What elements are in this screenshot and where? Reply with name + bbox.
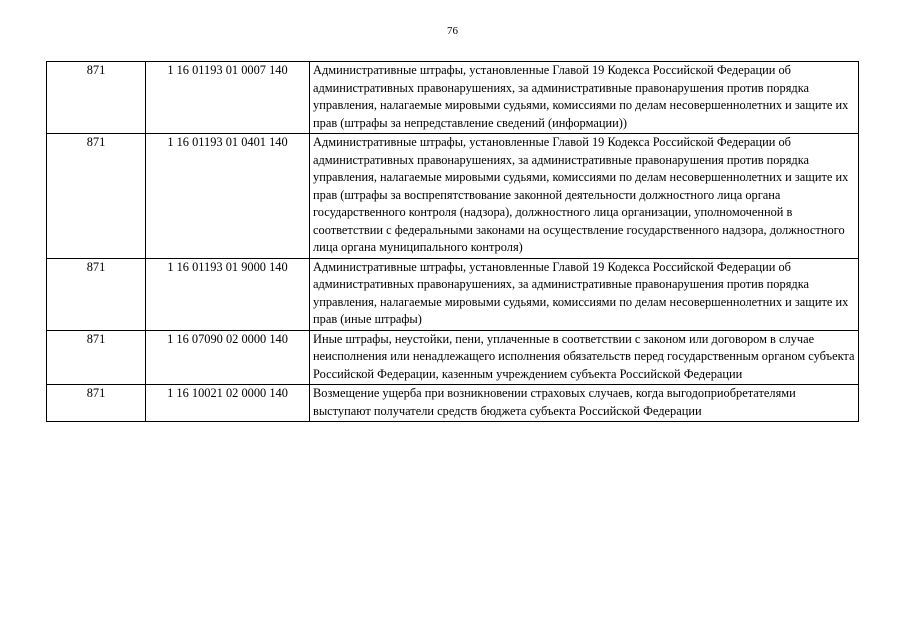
kbk-code-cell: 1 16 01193 01 0401 140: [146, 134, 310, 259]
budget-codes-table: [46, 61, 859, 422]
table-row: [47, 258, 859, 330]
table-row: [47, 385, 859, 422]
admin-code-cell: 871: [47, 385, 146, 422]
admin-code-cell: 871: [47, 134, 146, 259]
table-row: [47, 134, 859, 259]
revenue-name-cell: Иные штрафы, неустойки, пени, уплаченные в соответствии с законом или договором в случае неисполнения или ненадлежащего исполнения обязательств перед государственным органом субъекта Российской Федерации, казенным учреждением субъекта Российской Федерации: [310, 330, 859, 385]
table-row: [47, 330, 859, 385]
kbk-code-cell: 1 16 01193 01 9000 140: [146, 258, 310, 330]
admin-code-cell: 871: [47, 330, 146, 385]
page-number: 76: [447, 25, 458, 37]
admin-code-cell: 871: [47, 62, 146, 134]
admin-code-cell: 871: [47, 258, 146, 330]
table-row: [47, 62, 859, 134]
kbk-code-cell: 1 16 01193 01 0007 140: [146, 62, 310, 134]
kbk-code-cell: 1 16 07090 02 0000 140: [146, 330, 310, 385]
revenue-name-cell: Административные штрафы, установленные Главой 19 Кодекса Российской Федерации об административных правонарушениях, за административные правонарушения против порядка управления, налагаемые мировыми судьями, комиссиями по делам несовершеннолетних и защите их прав (штрафы за непредставление сведений (информации)): [310, 62, 859, 134]
revenue-name-cell: Административные штрафы, установленные Главой 19 Кодекса Российской Федерации об административных правонарушениях, за административные правонарушения против порядка управления, налагаемые мировыми судьями, комиссиями по делам несовершеннолетних и защите их прав (штрафы за воспрепятствование законной деятельности должностного лица органа государственного контроля (надзора), должностного лица организации, уполномоченной в соответствии с федеральными законами на осуществление государственного надзора, должностного лица органа муниципального контроля): [310, 134, 859, 259]
revenue-name-cell: Административные штрафы, установленные Главой 19 Кодекса Российской Федерации об административных правонарушениях, за административные правонарушения против порядка управления, налагаемые мировыми судьями, комиссиями по делам несовершеннолетних и защите их прав (иные штрафы): [310, 258, 859, 330]
kbk-code-cell: 1 16 10021 02 0000 140: [146, 385, 310, 422]
revenue-name-cell: Возмещение ущерба при возникновении страховых случаев, когда выгодоприобретателями выступают получатели средств бюджета субъекта Российской Федерации: [310, 385, 859, 422]
